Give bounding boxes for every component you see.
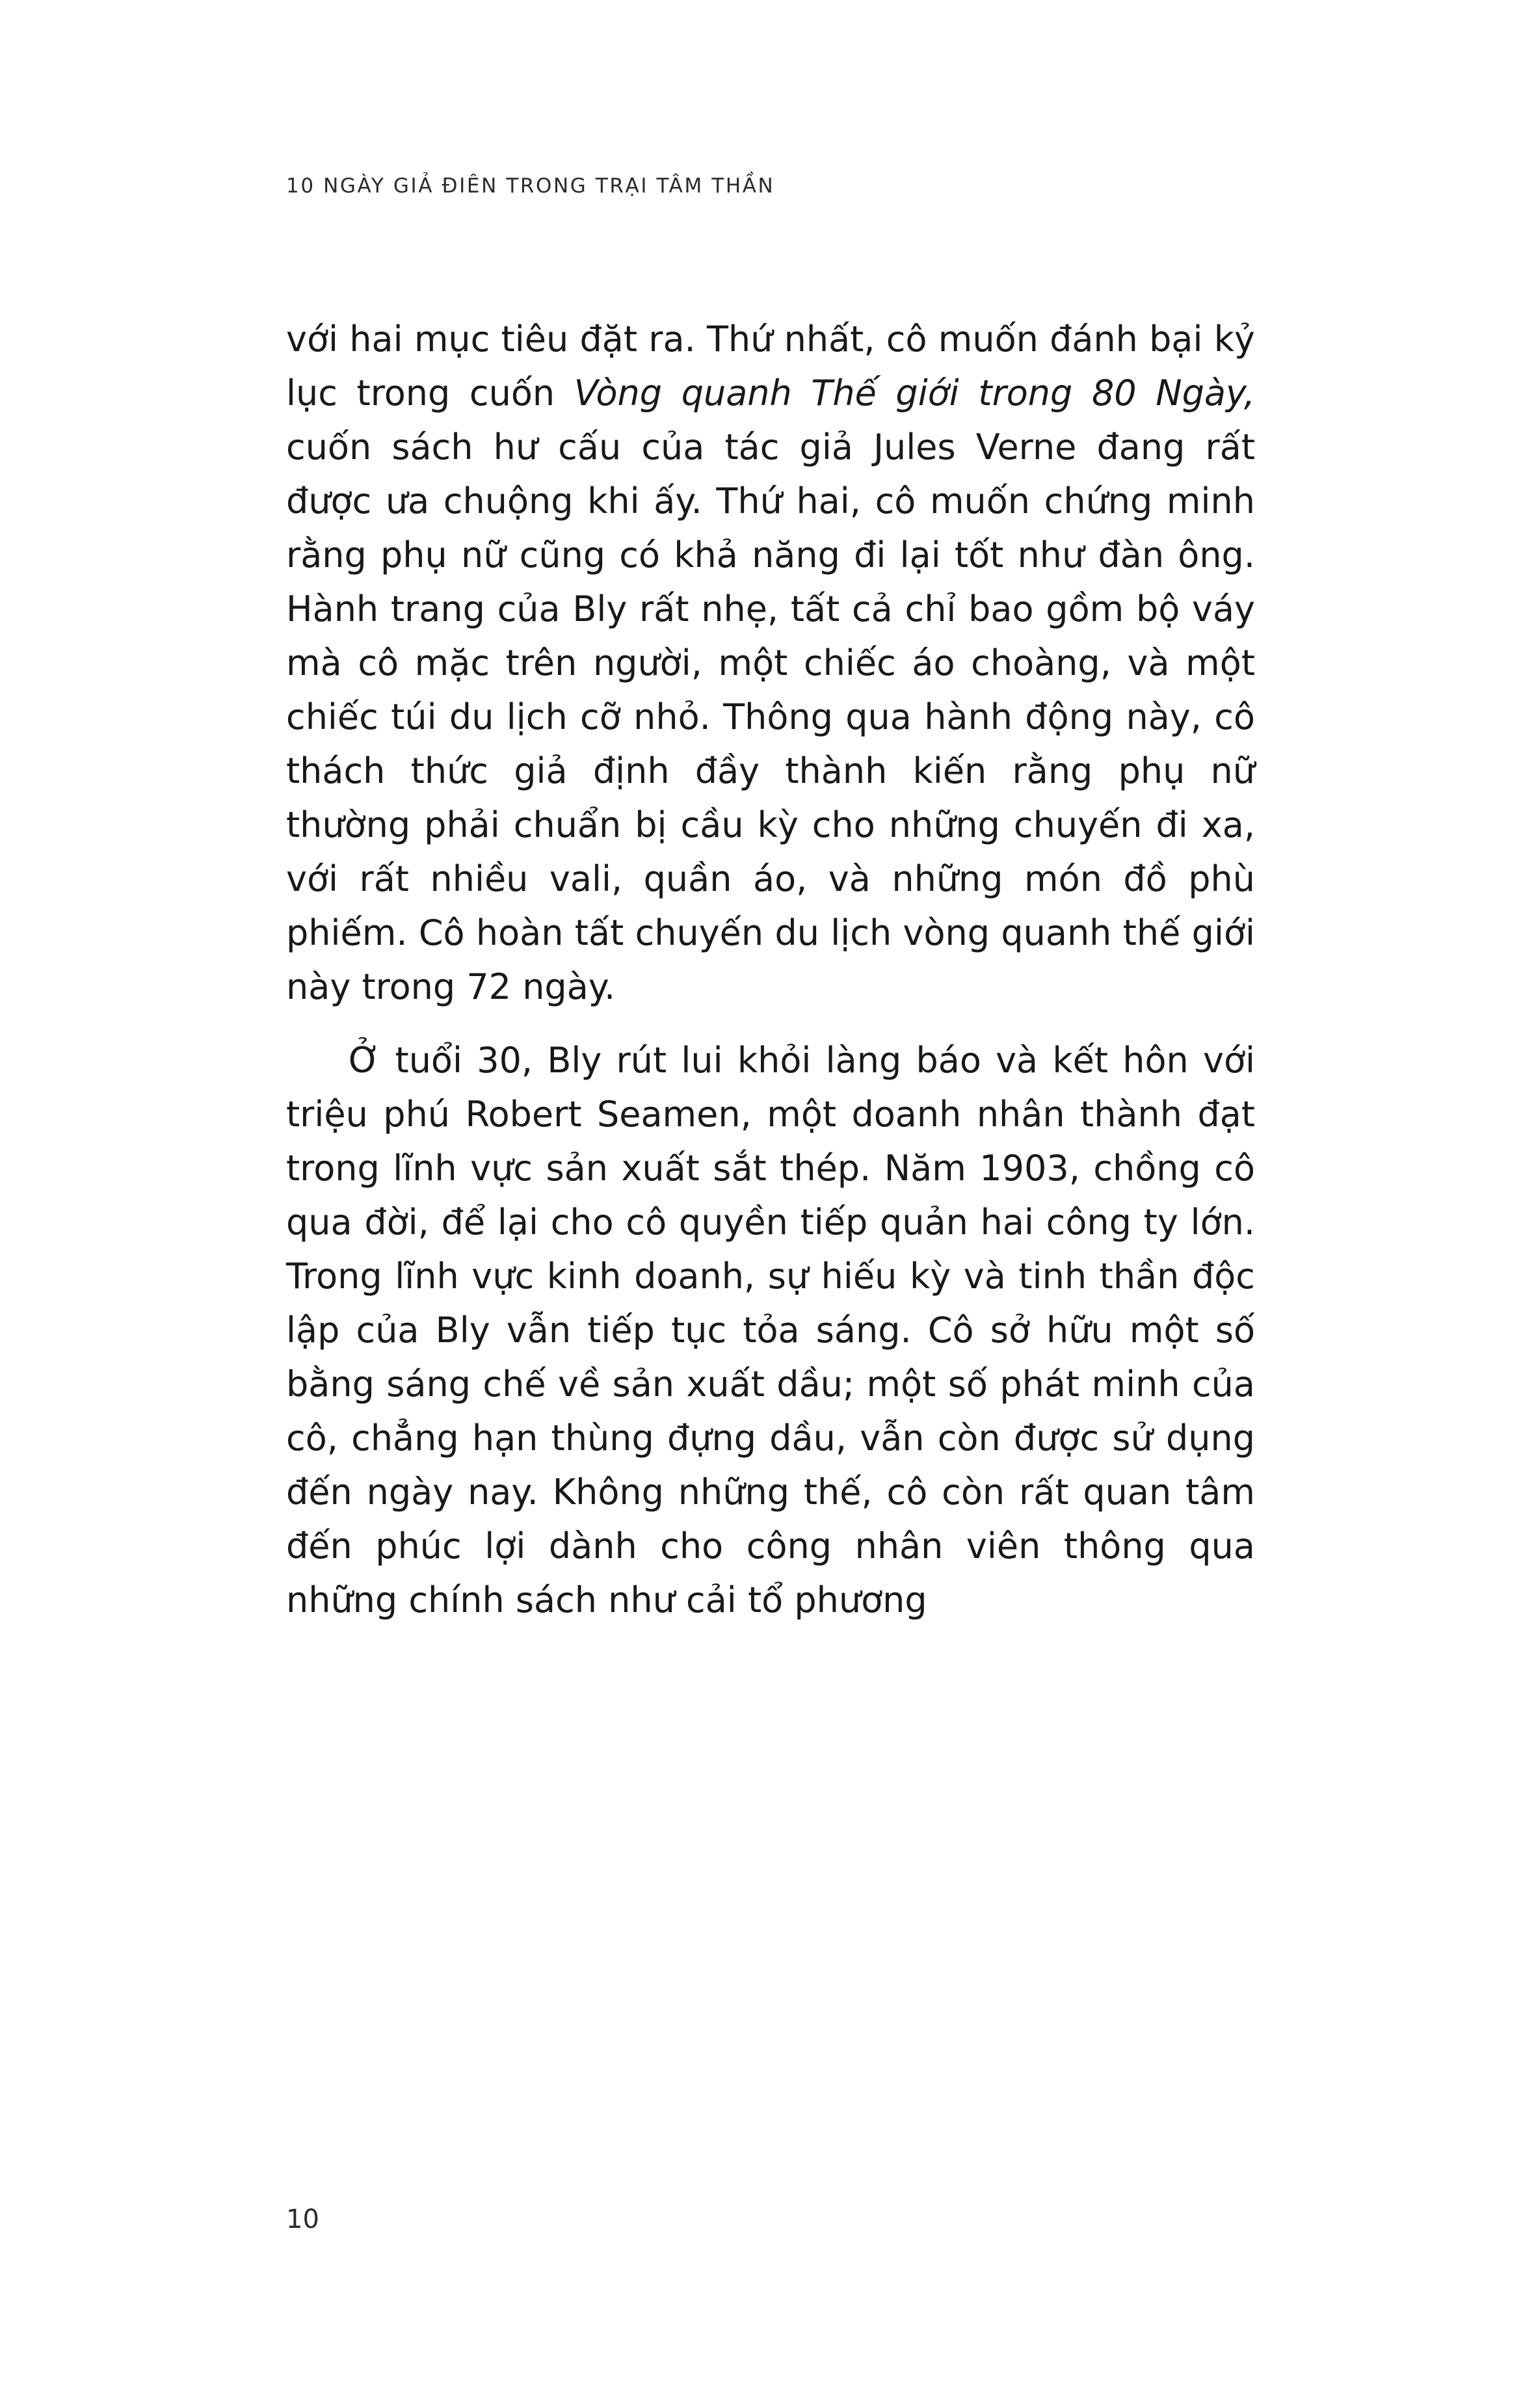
page-number: 10 [286, 2204, 319, 2234]
text-run: với hai mục tiêu đặt ra. Thứ nhất, cô muốn đánh bại kỷ lục trong cuốn [286, 319, 1255, 414]
text-run: Ở tuổi 30, Bly rút lui khỏi làng báo và kết hôn với triệu phú Robert Seamen, một doanh nhân thành đạt trong lĩnh vực sản xuất sắt thép. Năm 1903, chồng cô qua đời, để lại cho cô quyền tiếp quản hai công ty lớn. Trong lĩnh vực kinh doanh, sự hiếu kỳ và tinh thần độc lập của Bly vẫn tiếp tục tỏa sáng. Cô sở hữu một số bằng sáng chế về sản xuất dầu; một số phát minh của cô, chẳng hạn thùng đựng dầu, vẫn còn được sử dụng đến ngày nay. Không những thế, cô còn rất quan tâm đến phúc lợi dành cho công nhân viên thông qua những chính sách như cải tổ phương [286, 1040, 1255, 1621]
body-text-column [286, 312, 1255, 1627]
running-head: 10 NGÀY GIẢ ĐIÊN TRONG TRẠI TÂM THẦN [286, 174, 775, 198]
italic-title: Vòng quanh Thế giới trong 80 Ngày, [574, 373, 1255, 414]
paragraph [286, 1033, 1255, 1627]
paragraph [286, 312, 1255, 1014]
text-run: cuốn sách hư cấu của tác giả Jules Verne đang rất được ưa chuộng khi ấy. Thứ hai, cô muốn chứng minh rằng phụ nữ cũng có khả năng đi lại tốt như đàn ông. Hành trang của Bly rất nhẹ, tất cả chỉ bao gồm bộ váy mà cô mặc trên người, một chiếc áo choàng, và một chiếc túi du lịch cỡ nhỏ. Thông qua hành động này, cô thách thức giả định đầy thành kiến rằng phụ nữ thường phải chuẩn bị cầu kỳ cho những chuyến đi xa, với rất nhiều vali, quần áo, và những món đồ phù phiếm. Cô hoàn tất chuyến du lịch vòng quanh thế giới này trong 72 ngày. [286, 427, 1255, 1007]
